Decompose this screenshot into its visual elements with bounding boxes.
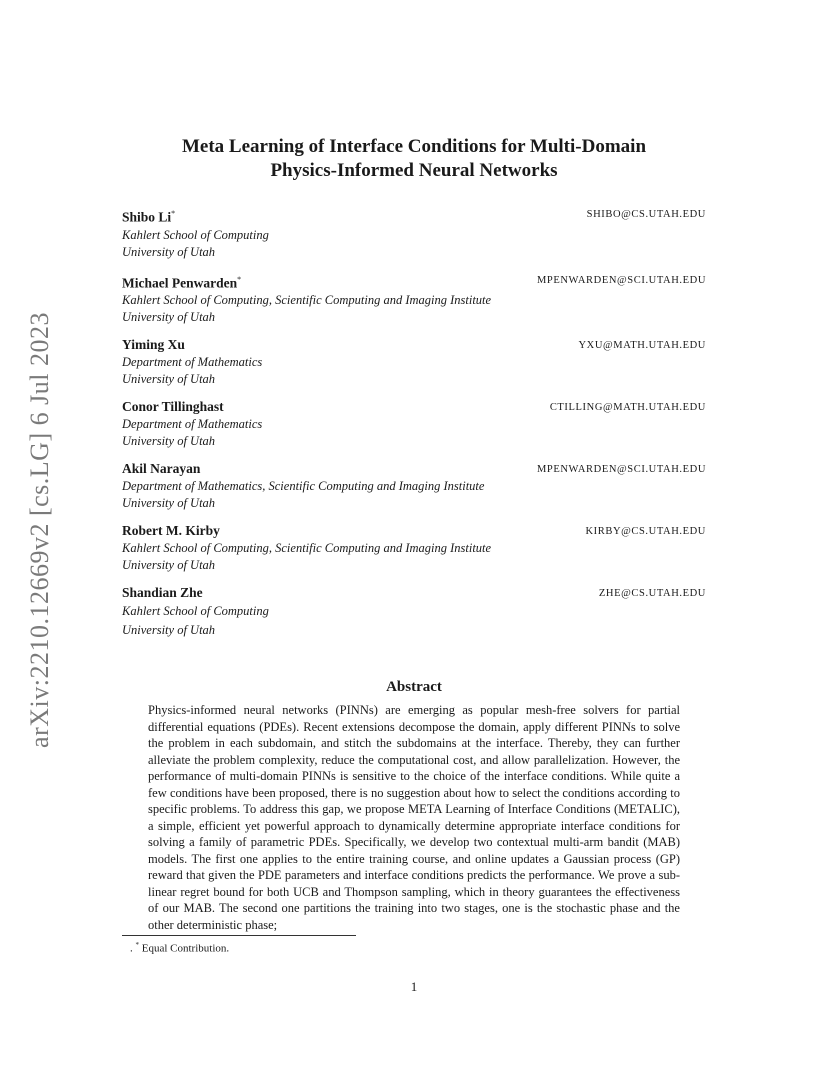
author-affiliation-line: Department of Mathematics <box>122 355 263 369</box>
equal-contribution-mark: * <box>171 209 176 218</box>
author-name: Robert M. Kirby <box>122 523 220 538</box>
author-block <box>122 522 706 574</box>
author-name: Conor Tillinghast <box>122 399 224 414</box>
author-affiliation-line: University of Utah <box>122 244 216 259</box>
author-email[interactable]: CTILLING@MATH.UTAH.EDU <box>549 402 706 413</box>
author-name: Akil Narayan <box>122 461 201 476</box>
abstract-heading: Abstract <box>386 679 442 695</box>
author-block <box>122 584 706 640</box>
footnote-mark: * <box>135 941 139 949</box>
author-affiliation-line: University of Utah <box>122 434 216 448</box>
author-block <box>122 271 706 327</box>
author-affiliation-line: University of Utah <box>122 623 216 637</box>
author-affiliation-line: University of Utah <box>122 496 216 510</box>
author-list <box>122 205 706 650</box>
author-block <box>122 336 706 388</box>
author-name: Shibo Li* <box>122 209 176 225</box>
footnote-divider <box>122 935 356 936</box>
author-email[interactable]: ZHE@CS.UTAH.EDU <box>598 588 706 599</box>
author-affiliation-line: Department of Mathematics <box>122 417 263 431</box>
author-affiliation-line: Kahlert School of Computing, Scientific Computing and Imaging Institute <box>122 541 492 555</box>
author-email[interactable]: MPENWARDEN@SCI.UTAH.EDU <box>536 274 706 286</box>
author-name: Shandian Zhe <box>122 585 203 600</box>
author-affiliation-line: Kahlert School of Computing, Scientific Computing and Imaging Institute <box>122 293 492 307</box>
author-name: Michael Penwarden* <box>122 274 242 290</box>
author-affiliation-line: University of Utah <box>122 372 216 386</box>
footnote-prefix: . <box>130 942 133 955</box>
author-affiliation-line: University of Utah <box>122 310 216 324</box>
author-email[interactable]: MPENWARDEN@SCI.UTAH.EDU <box>536 464 706 475</box>
author-affiliation-line: Department of Mathematics, Scientific Computing and Imaging Institute <box>122 479 485 493</box>
equal-contribution-mark: * <box>237 274 242 284</box>
author-block <box>122 205 706 261</box>
abstract-text: Physics-informed neural networks (PINNs) are emerging as popular mesh-free solvers for partial differential equations (PDEs). Recent extensions decompose the domain, apply different PINNs to solve the problem in each subdomain, and stitch the subdomains at the interface. Thereby, they can further alleviate the problem complexity, reduce the computational cost, and allow parallelization. However, the performance of multi-domain PINNs is sensitive to the choice of the interface conditions. While quite a few conditions have been proposed, there is no suggestion about how to select the conditions according to specific problems. To address this gap, we propose META Learning of Interface Conditions (METALIC), a simple, efficient yet powerful approach to dynamically determine appropriate interface conditions for solving a family of parametric PDEs. Specifically, we develop two contextual multi-arm bandit (MAB) models. The first one applies to the entire training course, and online updates a Gaussian process (GP) reward that given the PDE parameters and interface conditions predicts the performance. We prove a sub-linear regret bound for both UCB and Thompson sampling, which in theory guarantees the effectiveness of our MAB. The second one partitions the training into two stages, one is the stochastic phase and the other deterministic phase; <box>148 703 680 932</box>
page-number: 1 <box>410 979 418 994</box>
author-email[interactable]: SHIBO@CS.UTAH.EDU <box>586 209 706 220</box>
author-affiliation-line: Kahlert School of Computing <box>122 604 269 618</box>
author-email[interactable]: YXU@MATH.UTAH.EDU <box>578 340 706 351</box>
author-block <box>122 398 706 450</box>
author-email[interactable]: KIRBY@CS.UTAH.EDU <box>585 526 706 537</box>
footnote-text: Equal Contribution. <box>141 942 230 955</box>
arxiv-identifier-text: arXiv:2210.12669v2 [cs.LG] 6 Jul 2023 <box>25 312 54 748</box>
author-name: Yiming Xu <box>122 337 185 352</box>
author-block <box>122 460 706 512</box>
footnote <box>130 941 229 955</box>
author-affiliation-line: Kahlert School of Computing <box>122 227 269 242</box>
author-affiliation-line: University of Utah <box>122 558 216 572</box>
paper-title-line-2: Physics-Informed Neural Networks <box>270 160 558 181</box>
paper-title <box>0 135 828 183</box>
paper-title-line-1: Meta Learning of Interface Conditions for Multi-Domain <box>181 136 647 157</box>
